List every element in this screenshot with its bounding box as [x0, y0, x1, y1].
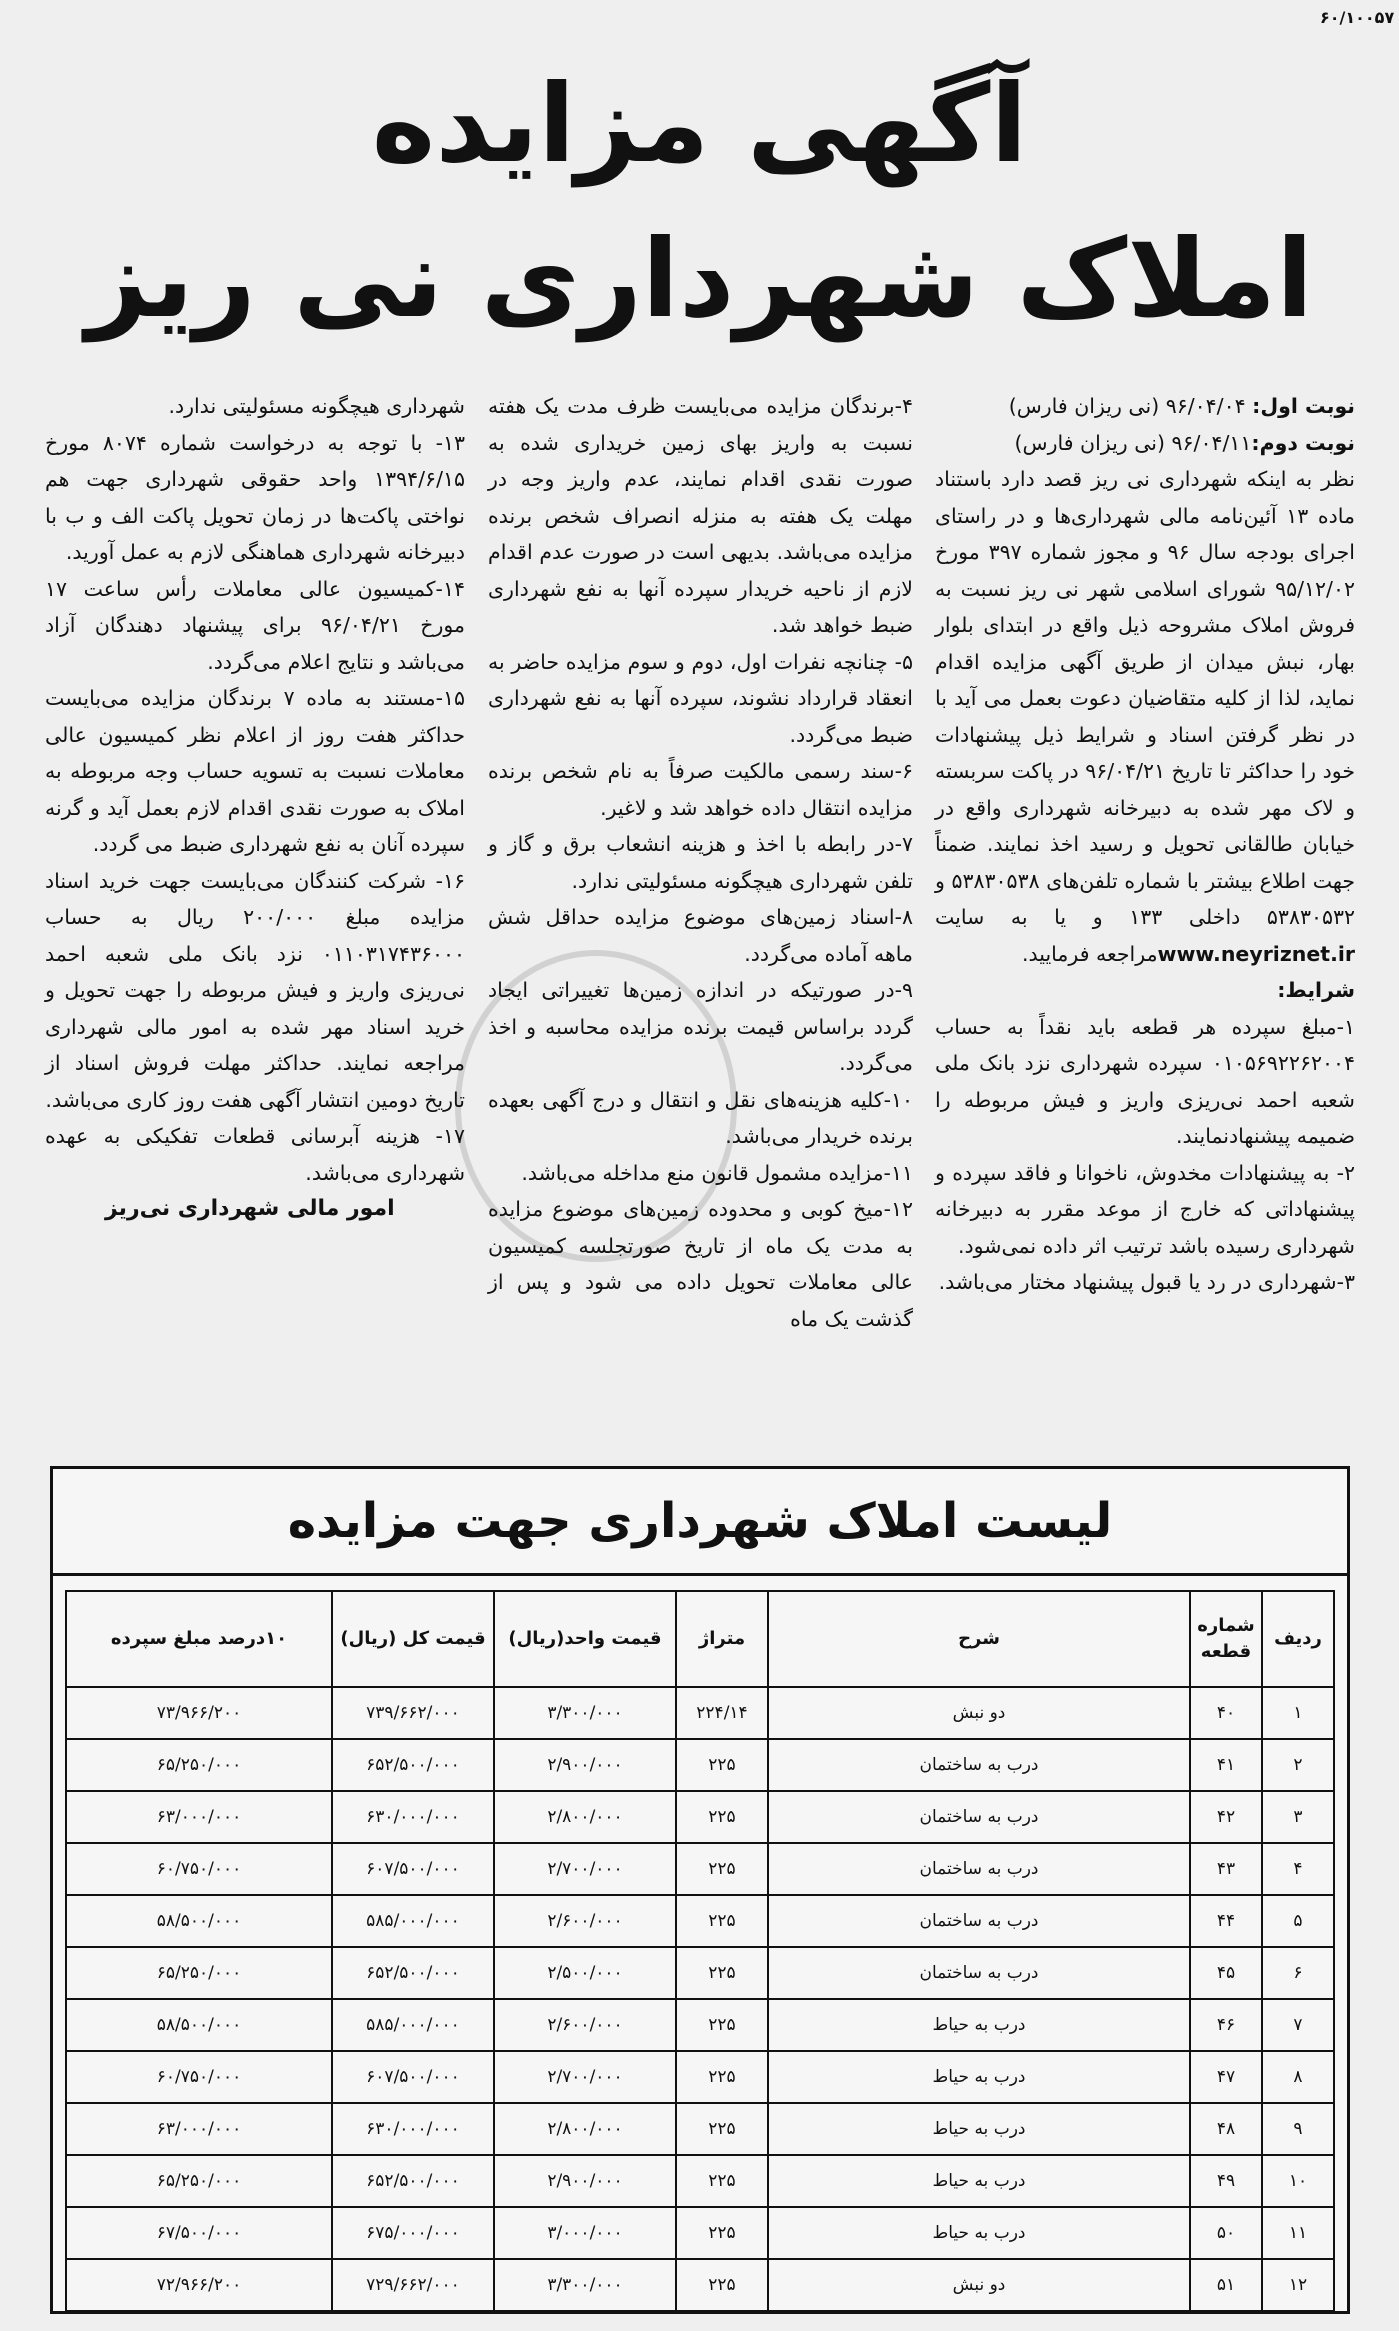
cell-row: ۸ [1262, 2051, 1334, 2103]
condition-12-continued: شهرداری هیچگونه مسئولیتی ندارد. [168, 394, 465, 418]
cell-total: ۷۲۹/۶۶۲/۰۰۰ [332, 2259, 494, 2311]
cell-plot: ۴۵ [1190, 1947, 1262, 1999]
cell-unit: ۲/۸۰۰/۰۰۰ [494, 1791, 676, 1843]
cell-total: ۶۵۲/۵۰۰/۰۰۰ [332, 2155, 494, 2207]
cell-total: ۵۸۵/۰۰۰/۰۰۰ [332, 1999, 494, 2051]
cell-desc: درب به حیاط [768, 2103, 1190, 2155]
cell-total: ۶۵۲/۵۰۰/۰۰۰ [332, 1947, 494, 1999]
condition-16: ۱۶- شرکت کنندگان می‌بایست جهت خرید اسناد مزایده مبلغ ۲۰۰/۰۰۰ ریال به حساب ۰۱۱۰۳۱۷۴۳۶۰۰۰ نزد بانک ملی شعبه احمد نی‌ریزی واریز و فیش مربوطه را جهت تحویل و خرید اسناد مهر شده به امور مالی شهرداری مراجعه نمایند. حداکثر مهلت فروش اسناد از تاریخ دومین انتشار آگهی هفت روز کاری می‌باشد. [45, 868, 465, 1112]
cell-total: ۶۳۰/۰۰۰/۰۰۰ [332, 1791, 494, 1843]
cell-row: ۱۰ [1262, 2155, 1334, 2207]
table-row [66, 2051, 1334, 2103]
cell-total: ۶۷۵/۰۰۰/۰۰۰ [332, 2207, 494, 2259]
intro-text: نظر به اینکه شهرداری نی ریز قصد دارد باستناد ماده ۱۳ آئین‌نامه مالی شهرداری‌ها و در راستای اجرای بودجه سال ۹۶ و مجوز شماره ۳۹۷ مورخ ۹۵/۱۲/۰۲ شورای اسلامی شهر نی ریز نسبت به فروش املاک مشروحه ذیل واقع در ابتدای بلوار بهار، نبش میدان از طریق آگهی مزایده اقدام نماید، لذا از کلیه متقاضیان دعوت بعمل می آید با در نظر گرفتن اسناد و شرایط ذیل پیشنهادات خود را حداکثر تا تاریخ ۹۶/۰۴/۲۱ در پاکت سربسته و لاک مهر شده به دبیرخانه شهرداری واقع در خیابان طالقانی تحویل و رسید اخذ نمایند. ضمناً جهت اطلاع بیشتر با شماره تلفن‌های ۵۳۸۳۰۵۳۸ و ۵۳۸۳۰۵۳۲ داخلی ۱۳۳ و یا به سایت [935, 467, 1356, 929]
cell-deposit: ۷۲/۹۶۶/۲۰۰ [66, 2259, 332, 2311]
cell-unit: ۲/۶۰۰/۰۰۰ [494, 1999, 676, 2051]
cell-unit: ۳/۰۰۰/۰۰۰ [494, 2207, 676, 2259]
spacer [53, 1576, 1347, 1590]
condition-7: ۷-در رابطه با اخذ و هزینه انشعاب برق و گاز و تلفن شهرداری هیچگونه مسئولیتی ندارد. [488, 832, 913, 893]
label: نوبت دوم: [1251, 430, 1355, 455]
condition-14: ۱۴-کمیسیون عالی معاملات رأس ساعت ۱۷ مورخ ۹۶/۰۴/۲۱ برای پیشنهاد دهندگان آزاد می‌باشد و نتایج اعلام می‌گردد. [45, 576, 465, 674]
table-row [66, 2259, 1334, 2311]
cell-desc: درب به ساختمان [768, 1739, 1190, 1791]
condition-5: ۵- چنانچه نفرات اول، دوم و سوم مزایده حاضر به انعقاد قرارداد نشوند، سپرده آنها به نفع شهرداری ضبط می‌گردد. [488, 649, 913, 747]
intro-end: مراجعه فرمایید. [1021, 941, 1158, 966]
table-row [66, 1895, 1334, 1947]
cell-plot: ۴۰ [1190, 1687, 1262, 1739]
value: ۹۶/۰۴/۰۴ (نی ریزان فارس) [1008, 394, 1253, 418]
cell-total: ۶۰۷/۵۰۰/۰۰۰ [332, 2051, 494, 2103]
cell-row: ۴ [1262, 1843, 1334, 1895]
table-row [66, 2207, 1334, 2259]
cell-row: ۱۲ [1262, 2259, 1334, 2311]
cell-total: ۶۰۷/۵۰۰/۰۰۰ [332, 1843, 494, 1895]
publication-first [935, 388, 1355, 425]
cell-total: ۵۸۵/۰۰۰/۰۰۰ [332, 1895, 494, 1947]
cell-plot: ۴۳ [1190, 1843, 1262, 1895]
website-link[interactable]: www.neyriznet.ir [1157, 941, 1355, 966]
cell-area: ۲۲۵ [676, 1999, 768, 2051]
label: نوبت اول: [1252, 394, 1355, 418]
properties-table [65, 1590, 1335, 2312]
cell-area: ۲۲۵ [676, 1843, 768, 1895]
table-row [66, 1947, 1334, 1999]
header-row-number: ردیف [1262, 1591, 1334, 1687]
cell-unit: ۳/۳۰۰/۰۰۰ [494, 2259, 676, 2311]
cell-row: ۱ [1262, 1687, 1334, 1739]
title-municipality-properties: املاک شهرداری نی ریز [85, 217, 1314, 342]
cell-area: ۲۲۵ [676, 1739, 768, 1791]
ad-code: ۶۰/۱۰۰۵۷ [1320, 8, 1395, 27]
intro-paragraph [935, 461, 1355, 972]
cell-area: ۲۲۵ [676, 2207, 768, 2259]
header-plot-number: شماره قطعه [1190, 1591, 1262, 1687]
cell-area: ۲۲۵ [676, 2103, 768, 2155]
cell-deposit: ۷۳/۹۶۶/۲۰۰ [66, 1687, 332, 1739]
condition-9: ۹-در صورتیکه در اندازه زمین‌ها تغییراتی ایجاد گردد براساس قیمت برنده مزایده محاسبه و اخذ می‌گردد. [488, 978, 913, 1075]
condition-2: ۲- به پیشنهادات مخدوش، ناخوانا و فاقد سپرده و پیشنهاداتی که خارج از موعد مقرر به دبیرخانه شهرداری رسیده باشد ترتیب اثر داده نمی‌شود. [935, 1160, 1355, 1258]
cell-unit: ۲/۵۰۰/۰۰۰ [494, 1947, 676, 1999]
cell-area: ۲۲۴/۱۴ [676, 1687, 768, 1739]
table-row [66, 1739, 1334, 1791]
signature: امور مالی شهرداری نی‌ریز [105, 1196, 395, 1221]
table-body [66, 1687, 1334, 2311]
cell-deposit: ۶۵/۲۵۰/۰۰۰ [66, 2155, 332, 2207]
condition-10: ۱۰-کلیه هزینه‌های نقل و انتقال و درج آگهی بعهده برنده خریدار می‌باشد. [488, 1087, 913, 1148]
condition-15: ۱۵-مستند به ماده ۷ برندگان مزایده می‌بایست حداکثر هفت روز از اعلام نظر کمیسیون عالی معاملات نسبت به تسویه حساب وجه مربوطه به املاک به صورت نقدی اقدام لازم بعمل آید و گرنه سپرده آنان به نفع شهرداری ضبط می گردد. [45, 686, 465, 856]
cell-row: ۵ [1262, 1895, 1334, 1947]
cell-area: ۲۲۵ [676, 1947, 768, 1999]
condition-3: ۳-شهرداری در رد یا قبول پیشنهاد مختار می‌باشد. [938, 1270, 1355, 1294]
cell-unit: ۲/۷۰۰/۰۰۰ [494, 2051, 676, 2103]
cell-desc: درب به حیاط [768, 2207, 1190, 2259]
cell-deposit: ۶۰/۷۵۰/۰۰۰ [66, 2051, 332, 2103]
cell-row: ۹ [1262, 2103, 1334, 2155]
condition-17: ۱۷- هزینه آبرسانی قطعات تفکیکی به عهده شهرداری می‌باشد. [45, 1124, 465, 1185]
cell-plot: ۴۸ [1190, 2103, 1262, 2155]
cell-desc: درب به ساختمان [768, 1791, 1190, 1843]
table-row [66, 1843, 1334, 1895]
header-unit-price: قیمت واحد(ریال) [494, 1591, 676, 1687]
header-area: متراژ [676, 1591, 768, 1687]
cell-area: ۲۲۵ [676, 2259, 768, 2311]
column-middle [488, 388, 913, 1337]
cell-deposit: ۶۳/۰۰۰/۰۰۰ [66, 1791, 332, 1843]
cell-desc: درب به ساختمان [768, 1947, 1190, 1999]
value: ۹۶/۰۴/۱۱ (نی ریزان فارس) [1014, 430, 1252, 455]
cell-unit: ۲/۸۰۰/۰۰۰ [494, 2103, 676, 2155]
cell-desc: دو نبش [768, 2259, 1190, 2311]
cell-plot: ۴۲ [1190, 1791, 1262, 1843]
cell-row: ۳ [1262, 1791, 1334, 1843]
cell-area: ۲۲۵ [676, 2155, 768, 2207]
cell-plot: ۵۰ [1190, 2207, 1262, 2259]
cell-area: ۲۲۵ [676, 1791, 768, 1843]
condition-13: ۱۳- با توجه به درخواست شماره ۸۰۷۴ مورخ ۱۳۹۴/۶/۱۵ واحد حقوقی شهرداری جهت هم نواختی پاکت‌ها در زمان تحویل پاکت الف و ب با دبیرخانه شهرداری هماهنگی لازم به عمل آورید. [45, 430, 465, 564]
cell-plot: ۴۱ [1190, 1739, 1262, 1791]
cell-unit: ۲/۹۰۰/۰۰۰ [494, 2155, 676, 2207]
table-title: لیست املاک شهرداری جهت مزایده [53, 1469, 1347, 1576]
cell-plot: ۴۹ [1190, 2155, 1262, 2207]
table-row [66, 1999, 1334, 2051]
table-row [66, 1687, 1334, 1739]
table-header-row [66, 1591, 1334, 1687]
column-right [935, 388, 1355, 1301]
table-row [66, 2103, 1334, 2155]
cell-desc: دو نبش [768, 1687, 1190, 1739]
cell-deposit: ۶۵/۲۵۰/۰۰۰ [66, 1947, 332, 1999]
cell-deposit: ۵۸/۵۰۰/۰۰۰ [66, 1999, 332, 2051]
column-left [45, 388, 465, 1228]
cell-row: ۱۱ [1262, 2207, 1334, 2259]
cell-area: ۲۲۵ [676, 1895, 768, 1947]
condition-4: ۴-برندگان مزایده می‌بایست ظرف مدت یک هفته نسبت به واریز بهای زمین خریداری شده به صورت نقدی اقدام نمایند، عدم واریز وجه در مهلت یک هفته به منزله انصراف شخص برنده مزایده می‌باشد. بدیهی است در صورت عدم اقدام لازم از ناحیه خریدار سپرده آنها به نفع شهرداری ضبط خواهد شد. [488, 394, 913, 637]
conditions-heading: شرایط: [1277, 978, 1355, 1002]
cell-deposit: ۶۷/۵۰۰/۰۰۰ [66, 2207, 332, 2259]
header-description: شرح [768, 1591, 1190, 1687]
cell-total: ۶۵۲/۵۰۰/۰۰۰ [332, 1739, 494, 1791]
header-deposit: ۱۰درصد مبلغ سپرده [66, 1591, 332, 1687]
cell-plot: ۵۱ [1190, 2259, 1262, 2311]
cell-deposit: ۶۰/۷۵۰/۰۰۰ [66, 1843, 332, 1895]
header-total-price: قیمت کل (ریال) [332, 1591, 494, 1687]
condition-1: ۱-مبلغ سپرده هر قطعه باید نقداً به حساب ۰۱۰۵۶۹۲۲۶۲۰۰۴ سپرده شهرداری نزد بانک ملی شعبه احمد نی‌ریزی واریز و فیش مربوطه را ضمیمه پیشنهادنمایند. [935, 1014, 1355, 1148]
cell-row: ۲ [1262, 1739, 1334, 1791]
cell-deposit: ۶۳/۰۰۰/۰۰۰ [66, 2103, 332, 2155]
cell-row: ۶ [1262, 1947, 1334, 1999]
cell-deposit: ۵۸/۵۰۰/۰۰۰ [66, 1895, 332, 1947]
cell-desc: درب به حیاط [768, 2155, 1190, 2207]
cell-row: ۷ [1262, 1999, 1334, 2051]
condition-11: ۱۱-مزایده مشمول قانون منع مداخله می‌باشد. [521, 1160, 913, 1185]
cell-area: ۲۲۵ [676, 2051, 768, 2103]
cell-total: ۶۳۰/۰۰۰/۰۰۰ [332, 2103, 494, 2155]
cell-total: ۷۳۹/۶۶۲/۰۰۰ [332, 1687, 494, 1739]
condition-6: ۶-سند رسمی مالکیت صرفاً به نام شخص برنده مزایده انتقال داده خواهد شد و لاغیر. [488, 759, 913, 820]
cell-desc: درب به حیاط [768, 1999, 1190, 2051]
condition-12: ۱۲-میخ کوبی و محدوده زمین‌های موضوع مزایده به مدت یک ماه از تاریخ صورتجلسه کمیسیون عالی معاملات تحویل داده می شود و پس از گذشت یک ماه [488, 1197, 913, 1331]
cell-desc: درب به حیاط [768, 2051, 1190, 2103]
cell-plot: ۴۶ [1190, 1999, 1262, 2051]
cell-plot: ۴۴ [1190, 1895, 1262, 1947]
properties-table-box [50, 1466, 1350, 2314]
cell-desc: درب به ساختمان [768, 1843, 1190, 1895]
cell-unit: ۲/۶۰۰/۰۰۰ [494, 1895, 676, 1947]
title-auction-notice: آگهی مزایده [371, 62, 1028, 187]
table-row [66, 1791, 1334, 1843]
publication-second [935, 425, 1355, 462]
cell-desc: درب به ساختمان [768, 1895, 1190, 1947]
cell-unit: ۳/۳۰۰/۰۰۰ [494, 1687, 676, 1739]
cell-unit: ۲/۷۰۰/۰۰۰ [494, 1843, 676, 1895]
condition-8: ۸-اسناد زمین‌های موضوع مزایده حداقل شش ماهه آماده می‌گردد. [488, 905, 913, 966]
cell-deposit: ۶۵/۲۵۰/۰۰۰ [66, 1739, 332, 1791]
cell-plot: ۴۷ [1190, 2051, 1262, 2103]
table-row [66, 2155, 1334, 2207]
cell-unit: ۲/۹۰۰/۰۰۰ [494, 1739, 676, 1791]
